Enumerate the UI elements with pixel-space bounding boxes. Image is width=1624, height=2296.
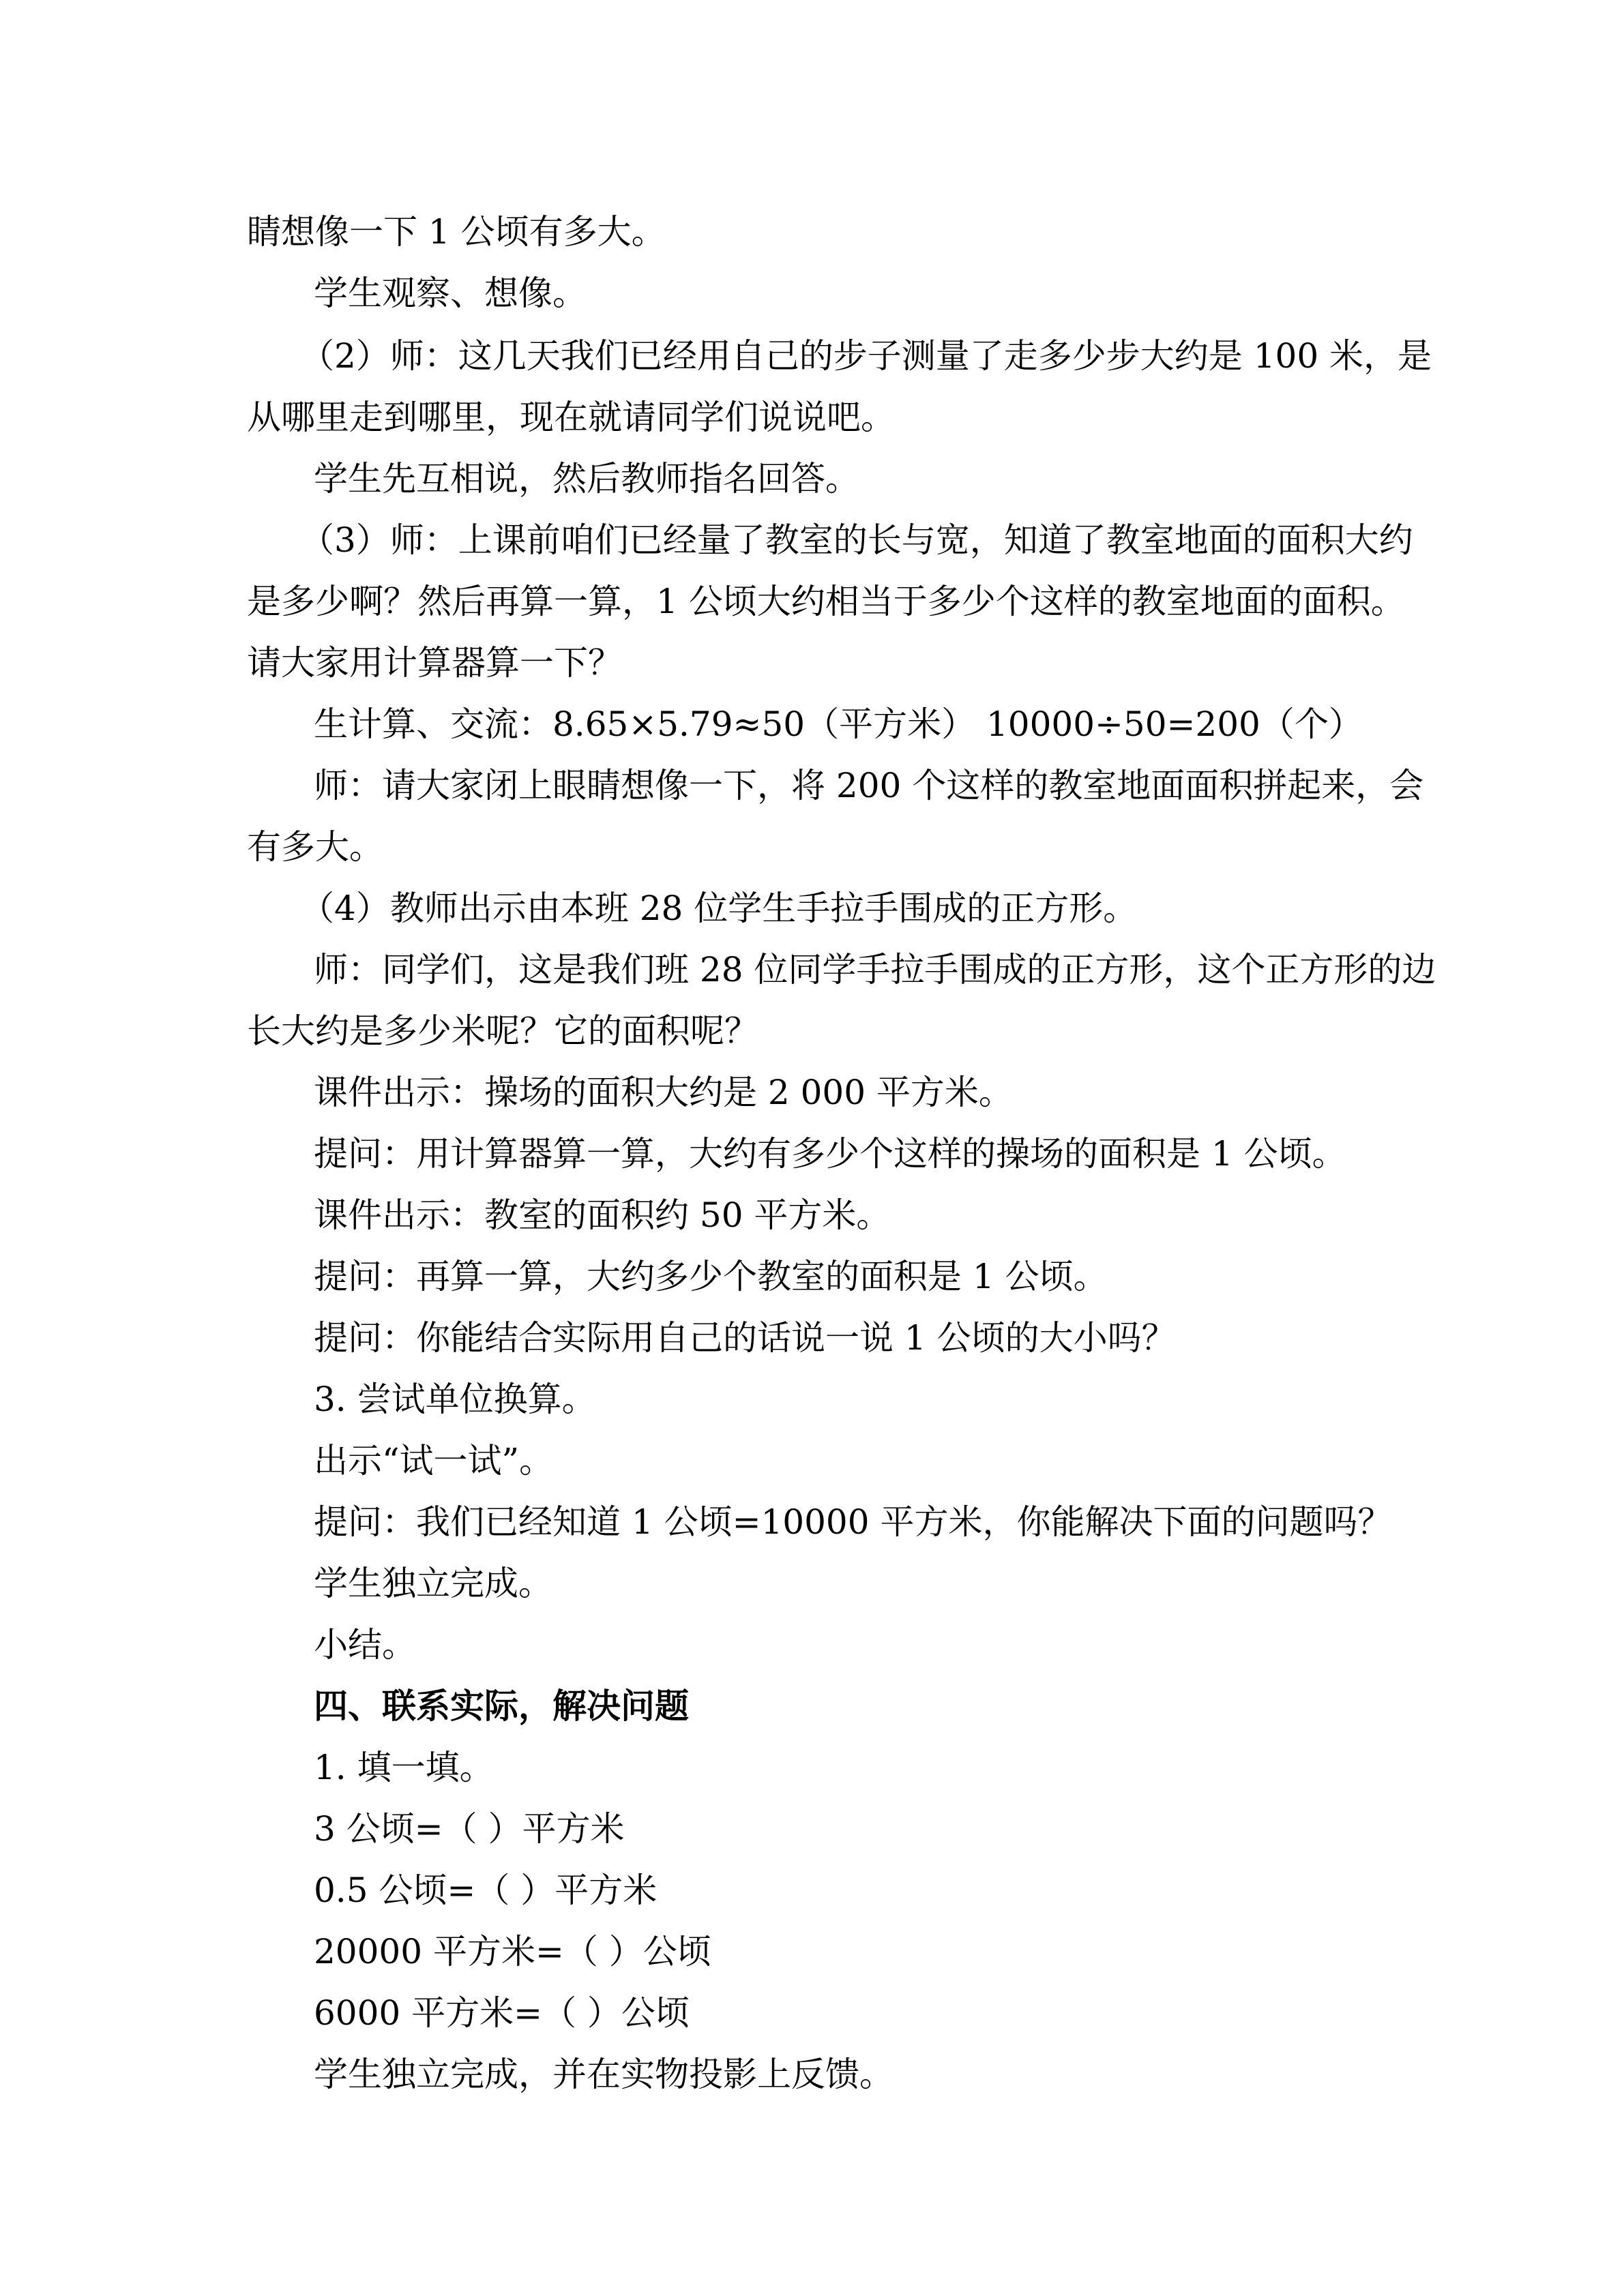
text-line: 3. 尝试单位换算。 xyxy=(314,1380,596,1419)
text-line: 提问：用计算器算一算，大约有多少个这样的操场的面积是 1 公顷。 xyxy=(314,1134,1346,1174)
text-line: 课件出示：操场的面积大约是 2 000 平方米。 xyxy=(314,1073,1013,1112)
text-line: 学生先互相说，然后教师指名回答。 xyxy=(314,459,859,498)
text-line: 学生独立完成，并在实物投影上反馈。 xyxy=(314,2055,894,2094)
text-line: 学生观察、想像。 xyxy=(314,273,587,313)
text-line: 提问：你能结合实际用自己的话说一说 1 公顷的大小吗？ xyxy=(314,1318,1176,1358)
text-line: 20000 平方米=（ ）公顷 xyxy=(314,1932,711,1971)
text-line: （4）教师出示由本班 28 位学生手拉手围成的正方形。 xyxy=(300,889,1138,928)
text-line: 提问：我们已经知道 1 公顷=10000 平方米，你能解决下面的问题吗？ xyxy=(314,1502,1392,1542)
text-line: 学生独立完成。 xyxy=(314,1564,552,1603)
text-line: 提问：再算一算，大约多少个教室的面积是 1 公顷。 xyxy=(314,1257,1108,1296)
text-line: 师：同学们，这是我们班 28 位同学手拉手围成的正方形，这个正方形的边 xyxy=(314,950,1436,989)
section-heading: 四、联系实际，解决问题 xyxy=(314,1686,689,1726)
text-line: 长大约是多少米呢？它的面积呢？ xyxy=(247,1011,758,1051)
text-line: 有多大。 xyxy=(247,827,383,867)
text-line: 生计算、交流：8.65×5.79≈50（平方米） 10000÷50=200（个） xyxy=(314,704,1363,744)
text-line: 是多少啊？然后再算一算，1 公顷大约相当于多少个这样的教室地面的面积。 xyxy=(247,582,1405,621)
text-line: 3 公顷=（ ）平方米 xyxy=(314,1809,625,1849)
text-line: 从哪里走到哪里，现在就请同学们说说吧。 xyxy=(247,398,895,437)
text-line: 睛想像一下 1 公顷有多大。 xyxy=(247,212,666,252)
text-line: 出示“试一试”。 xyxy=(314,1441,554,1480)
text-line: 课件出示：教室的面积约 50 平方米。 xyxy=(314,1195,891,1235)
text-line: 请大家用计算器算一下？ xyxy=(247,643,622,683)
text-line: 师：请大家闭上眼睛想像一下，将 200 个这样的教室地面面积拼起来，会 xyxy=(314,766,1424,805)
text-line: （3）师：上课前咱们已经量了教室的长与宽，知道了教室地面的面积大约 xyxy=(300,520,1413,560)
text-line: （2）师：这几天我们已经用自己的步子测量了走多少步大约是 100 米，是 xyxy=(300,336,1432,376)
text-line: 1. 填一填。 xyxy=(314,1748,494,1787)
text-line: 6000 平方米=（ ）公顷 xyxy=(314,1993,690,2033)
text-line: 小结。 xyxy=(314,1625,416,1665)
text-line: 0.5 公顷=（ ）平方米 xyxy=(314,1870,658,1910)
